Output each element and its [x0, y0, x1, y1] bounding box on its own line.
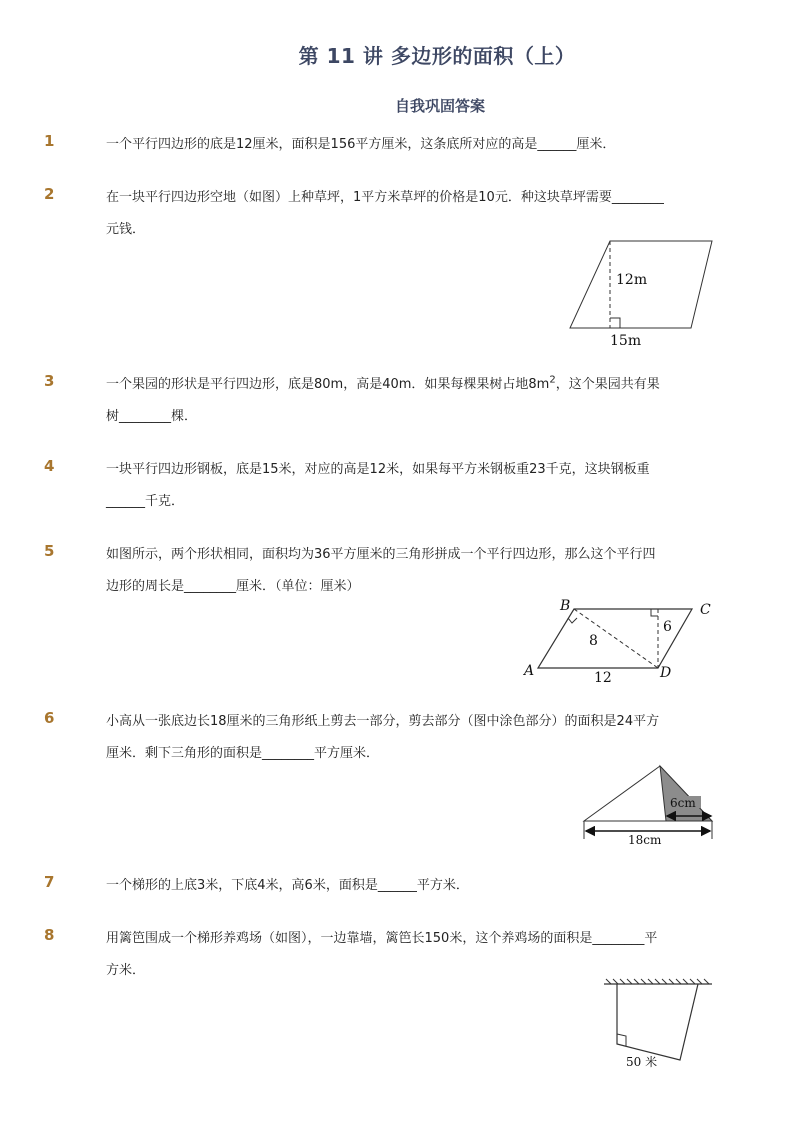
triangle-cut-figure: [578, 760, 718, 850]
question-text: 元钱．: [106, 222, 146, 237]
question-text: ______千克．: [106, 494, 185, 509]
base-label: 12: [594, 670, 612, 686]
question-number: 2: [44, 185, 55, 203]
page-title: 第 11 讲 多边形的面积（上）: [298, 44, 576, 68]
question-number: 4: [44, 457, 55, 475]
question-number: 7: [44, 873, 55, 891]
question-text: 厘米．剩下三角形的面积是________平方厘米．: [106, 746, 380, 761]
question-text: 树________棵．: [106, 409, 198, 424]
question-number: 6: [44, 709, 55, 727]
question-text: 一块平行四边形钢板，底是15米，对应的高是12米，如果每平方米钢板重23千克，这块钢板重: [106, 462, 650, 477]
question-text: 在一块平行四边形空地（如图）上种草坪，1平方米草坪的价格是10元．种这块草坪需要________: [106, 190, 664, 205]
question-text: [106, 373, 660, 392]
question-text: 小高从一张底边长18厘米的三角形纸上剪去一部分，剪去部分（图中涂色部分）的面积是24平方: [106, 714, 660, 729]
parallelogram-abcd-figure: [520, 596, 720, 686]
question-text: 用篱笆围成一个梯形养鸡场（如图），一边靠墙，篱笆长150米，这个养鸡场的面积是________平: [106, 931, 658, 946]
question-text: 一个平行四边形的底是12厘米，面积是156平方厘米，这条底所对应的高是______厘米．: [106, 137, 616, 152]
trapezoid-wall-figure: [598, 976, 718, 1076]
question-text-part: ，这个果园共有果: [555, 377, 660, 392]
question-number: 3: [44, 372, 55, 390]
question-text: 一个梯形的上底3米，下底4米，高6米，面积是______平方米．: [106, 878, 469, 893]
question-text-part: 一个果园的形状是平行四边形，底是80m，高是40m．如果每棵果树占地8m: [106, 377, 550, 392]
question-text: 边形的周长是________厘米．（单位：厘米）: [106, 579, 360, 594]
height-label: 12m: [616, 272, 648, 288]
label-c: C: [700, 602, 711, 618]
parallelogram-figure: [560, 232, 720, 350]
question-number: 1: [44, 132, 55, 150]
question-text: 如图所示，两个形状相同，面积均为36平方厘米的三角形拼成一个平行四边形，那么这个平行四: [106, 547, 656, 562]
question-text: 方米．: [106, 963, 146, 978]
label-d: D: [660, 665, 672, 681]
base-label: 18cm: [628, 833, 662, 847]
diagonal-label: 8: [589, 633, 598, 649]
superscript: 2: [549, 374, 556, 386]
cut-label: 6cm: [670, 796, 696, 810]
label-b: B: [560, 598, 571, 614]
base-label: 15m: [610, 333, 642, 349]
question-number: 8: [44, 926, 55, 944]
question-number: 5: [44, 542, 55, 560]
page-subtitle: 自我巩固答案: [394, 97, 485, 115]
side-label: 50 米: [626, 1055, 658, 1069]
height-label: 6: [663, 619, 672, 635]
label-a: A: [524, 663, 535, 679]
